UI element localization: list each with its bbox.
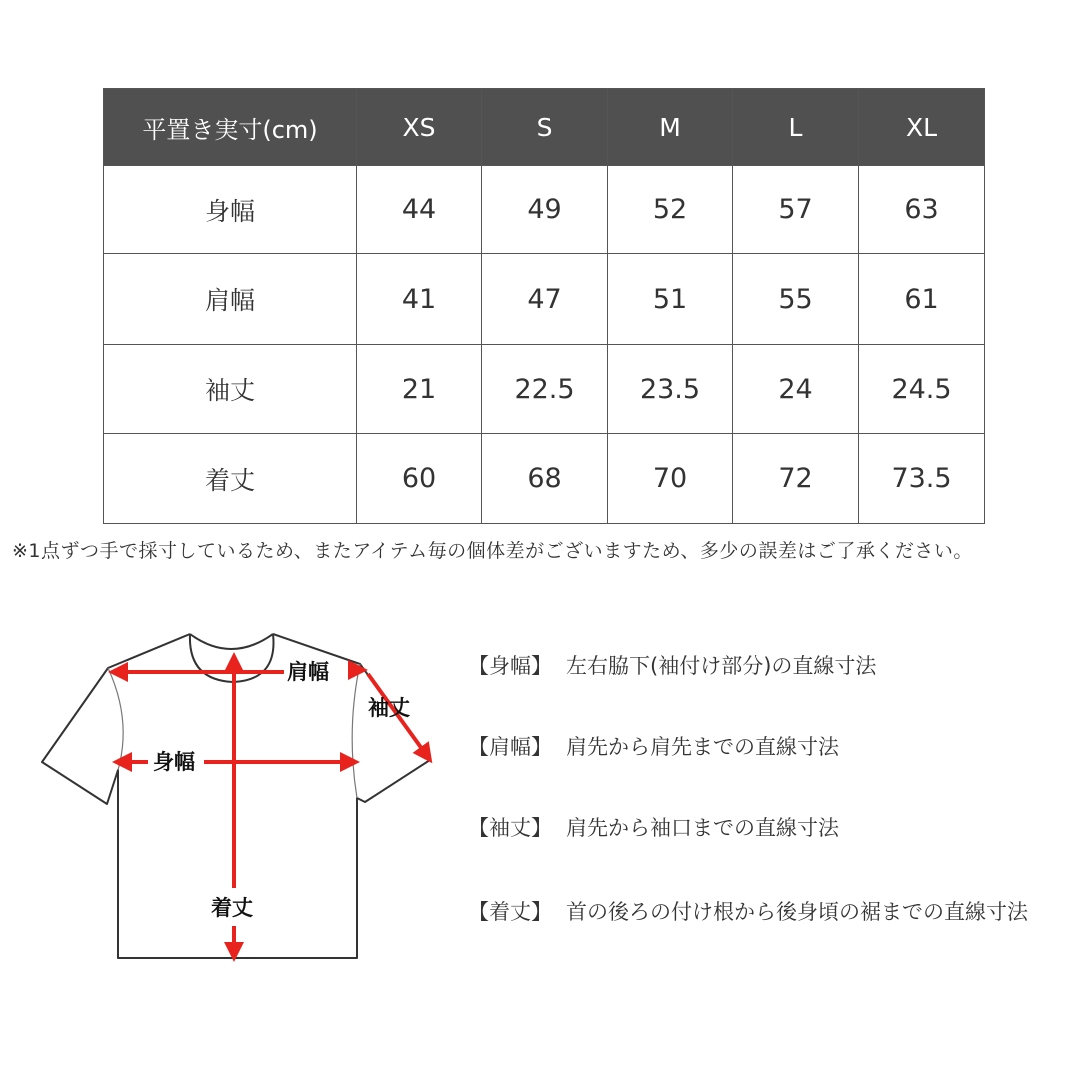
table-row <box>104 434 985 524</box>
table-cell: 24.5 <box>859 345 985 434</box>
row-label: 肩幅 <box>104 254 357 345</box>
legend-desc: 首の後ろの付け根から後身頃の裾までの直線寸法 <box>566 900 1028 924</box>
size-header-xs: XS <box>357 89 482 166</box>
diagram-label-shoulder: 肩幅 <box>287 660 329 684</box>
size-header-s: S <box>482 89 608 166</box>
legend-item <box>468 812 839 842</box>
diagram-label-body-width: 身幅 <box>153 750 195 774</box>
table-header-row <box>104 89 985 166</box>
size-header-xl: XL <box>859 89 985 166</box>
table-cell: 57 <box>733 166 859 254</box>
legend-item <box>468 650 876 680</box>
table-cell: 44 <box>357 166 482 254</box>
legend-key: 【袖丈】 <box>468 816 552 840</box>
table-cell: 41 <box>357 254 482 345</box>
table-cell: 23.5 <box>608 345 733 434</box>
table-cell: 52 <box>608 166 733 254</box>
table-cell: 68 <box>482 434 608 524</box>
legend-key: 【身幅】 <box>468 654 552 678</box>
diagram-label-sleeve: 袖丈 <box>368 696 410 720</box>
table-cell: 60 <box>357 434 482 524</box>
table-row <box>104 166 985 254</box>
table-cell: 63 <box>859 166 985 254</box>
table-row <box>104 345 985 434</box>
legend-desc: 肩先から袖口までの直線寸法 <box>566 816 839 840</box>
table-cell: 51 <box>608 254 733 345</box>
legend-key: 【着丈】 <box>468 900 552 924</box>
size-table <box>103 88 985 524</box>
legend-item <box>468 731 839 761</box>
table-cell: 22.5 <box>482 345 608 434</box>
row-label: 身幅 <box>104 166 357 254</box>
table-row <box>104 254 985 345</box>
size-header-m: M <box>608 89 733 166</box>
legend-item <box>468 896 1028 926</box>
measurement-note: ※1点ずつ手で採寸しているため、またアイテム毎の個体差がございますため、多少の誤差はご了承ください。 <box>12 540 973 562</box>
tshirt-diagram <box>30 620 450 970</box>
table-cell: 21 <box>357 345 482 434</box>
table-cell: 70 <box>608 434 733 524</box>
header-label: 平置き実寸(cm) <box>104 89 357 166</box>
table-cell: 73.5 <box>859 434 985 524</box>
row-label: 袖丈 <box>104 345 357 434</box>
table-cell: 24 <box>733 345 859 434</box>
size-header-l: L <box>733 89 859 166</box>
table-cell: 47 <box>482 254 608 345</box>
table-cell: 72 <box>733 434 859 524</box>
table-cell: 49 <box>482 166 608 254</box>
table-cell: 55 <box>733 254 859 345</box>
legend-desc: 左右脇下(袖付け部分)の直線寸法 <box>566 654 877 678</box>
row-label: 着丈 <box>104 434 357 524</box>
legend-desc: 肩先から肩先までの直線寸法 <box>566 735 839 759</box>
diagram-label-length: 着丈 <box>211 896 253 920</box>
table-cell: 61 <box>859 254 985 345</box>
legend-key: 【肩幅】 <box>468 735 552 759</box>
